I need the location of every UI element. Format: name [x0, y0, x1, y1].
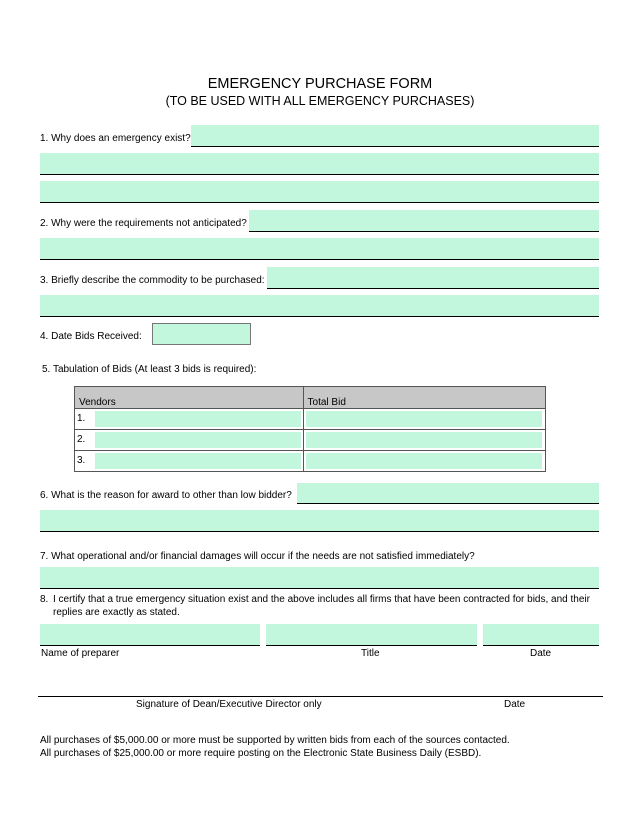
bids-table-header: [75, 387, 546, 409]
dean-signature-line[interactable]: [38, 696, 603, 697]
question-1-field-line-2[interactable]: [40, 153, 599, 175]
vendor-cell: [75, 409, 304, 430]
question-4-label: 4. Date Bids Received:: [40, 331, 142, 342]
total-bid-header: Total Bid: [303, 387, 545, 409]
row-number: 1.: [77, 413, 86, 424]
footer-note-1: All purchases of $5,000.00 or more must be supported by written bids from each of the sources contacted.: [40, 735, 510, 746]
table-row: [75, 409, 546, 430]
name-of-preparer-label: Name of preparer: [41, 648, 120, 659]
form-title: EMERGENCY PURCHASE FORM: [207, 76, 433, 92]
question-6-label: 6. What is the reason for award to other than low bidder?: [40, 490, 292, 501]
footer-note-2: All purchases of $25,000.00 or more require posting on the Electronic State Business Daily (ESBD).: [40, 748, 482, 759]
vendor-1-field[interactable]: [95, 411, 301, 427]
question-8-text-line-2: replies are exactly as stated.: [53, 607, 180, 618]
question-3-field[interactable]: [267, 267, 599, 289]
question-7-field[interactable]: [40, 567, 599, 589]
date-bids-received-field[interactable]: [152, 323, 251, 345]
total-bid-2-field[interactable]: [306, 432, 542, 448]
question-7-label: 7. What operational and/or financial damages will occur if the needs are not satisfied immediately?: [40, 551, 475, 562]
preparer-date-field[interactable]: [483, 624, 599, 646]
question-8-text-line-1: I certify that a true emergency situation exist and the above includes all firms that have been contracted for bids, and their: [53, 594, 590, 605]
total-bid-1-field[interactable]: [306, 411, 542, 427]
total-bid-3-field[interactable]: [306, 453, 542, 469]
row-number: 2.: [77, 434, 86, 445]
question-5-label: 5. Tabulation of Bids (At least 3 bids is required):: [42, 364, 257, 375]
preparer-title-field[interactable]: [266, 624, 477, 646]
question-1-label: 1. Why does an emergency exist?: [40, 133, 191, 144]
vendor-2-field[interactable]: [95, 432, 301, 448]
total-bid-cell: [303, 451, 545, 472]
form-subtitle: (TO BE USED WITH ALL EMERGENCY PURCHASES): [165, 94, 475, 108]
total-bid-cell: [303, 409, 545, 430]
table-row: [75, 430, 546, 451]
vendor-3-field[interactable]: [95, 453, 301, 469]
question-6-field-line-2[interactable]: [40, 510, 599, 532]
dean-date-label: Date: [504, 699, 526, 710]
question-6-field[interactable]: [297, 483, 599, 504]
question-3-label: 3. Briefly describe the commodity to be purchased:: [40, 275, 265, 286]
title-label: Title: [361, 648, 380, 659]
question-3-field-line-2[interactable]: [40, 295, 599, 317]
date-label: Date: [530, 648, 552, 659]
row-number: 3.: [77, 455, 86, 466]
question-1-field-line-3[interactable]: [40, 181, 599, 203]
dean-signature-label: Signature of Dean/Executive Director only: [136, 699, 322, 710]
preparer-name-field[interactable]: [40, 624, 260, 646]
vendor-cell: [75, 451, 304, 472]
vendors-header: Vendors: [75, 387, 304, 409]
question-8-number: 8.: [40, 594, 49, 605]
total-bid-cell: [303, 430, 545, 451]
question-2-field-line-2[interactable]: [40, 238, 599, 260]
bids-table: [74, 386, 546, 472]
vendor-cell: [75, 430, 304, 451]
question-2-field[interactable]: [249, 210, 599, 232]
table-row: [75, 451, 546, 472]
question-2-label: 2. Why were the requirements not anticipated?: [40, 218, 247, 229]
question-1-field[interactable]: [191, 125, 599, 147]
